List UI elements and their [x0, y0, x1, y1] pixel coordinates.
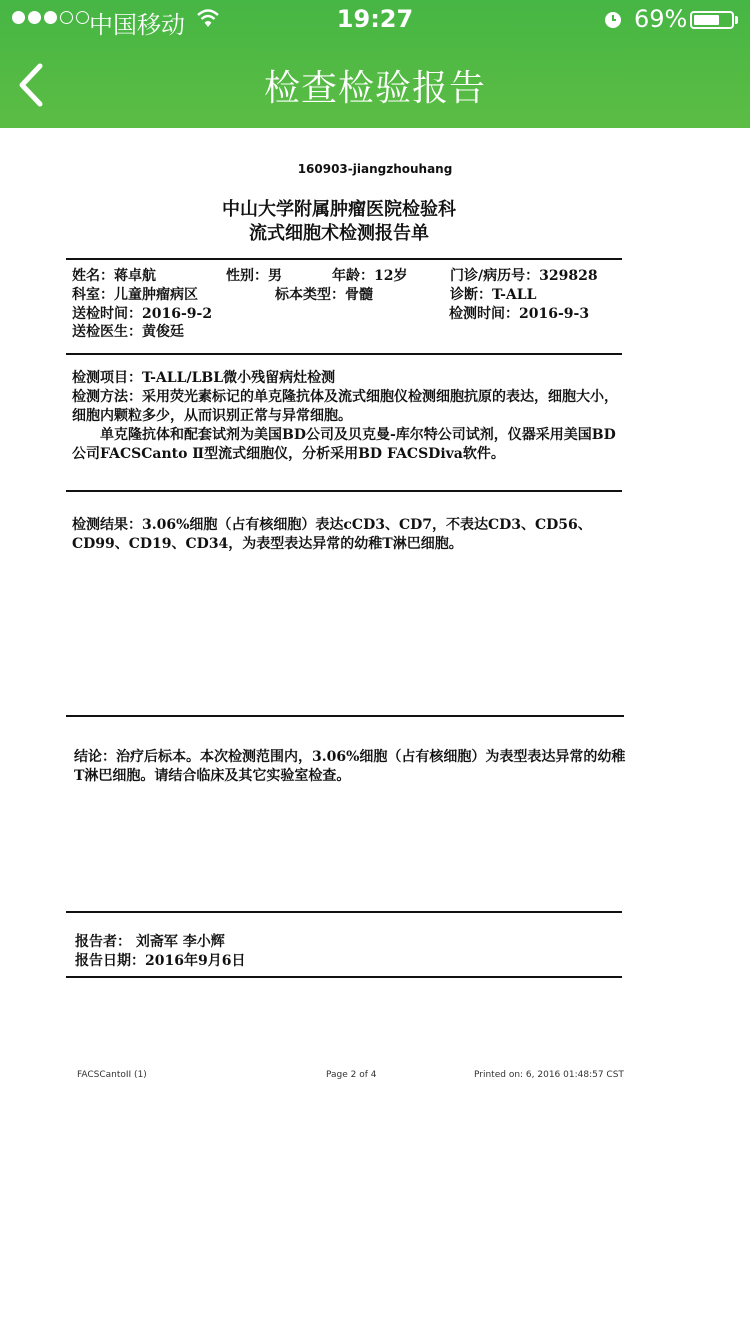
report-header	[0, 198, 678, 246]
patient-age: 年龄：12岁	[332, 268, 408, 284]
footer-printed: Printed on: 6, 2016 01:48:57 CST	[474, 1070, 624, 1080]
divider	[66, 353, 622, 355]
divider	[66, 976, 622, 978]
footer-left: FACSCantoII (1)	[77, 1070, 147, 1080]
patient-gender: 性别：男	[226, 268, 282, 284]
patient-name: 姓名：蒋卓航	[72, 268, 156, 284]
test-item: 检测项目：T-ALL/LBL微小残留病灶检测	[72, 370, 336, 386]
clock: 19:27	[336, 5, 414, 33]
test-result: 检测结果：3.06%细胞（占有核细胞）表达cCD3、CD7，不表达CD3、CD56、CD99、CD19、CD34，为表型表达异常的幼稚T淋巴细胞。	[72, 517, 592, 552]
status-bar	[0, 0, 750, 40]
reporter: 报告者： 刘斋军 李小辉	[75, 934, 225, 950]
sample-type: 标本类型：骨髓	[275, 287, 373, 303]
institution-name: 中山大学附属肿瘤医院检验科	[222, 199, 456, 220]
battery-nub	[735, 16, 738, 24]
test-time: 检测时间：2016-9-3	[449, 306, 590, 322]
report-document	[0, 128, 750, 1334]
document-id: 160903-jiangzhouhang	[297, 162, 453, 176]
sending-doctor: 送检医生：黄俊廷	[72, 324, 184, 340]
battery-percent: 69%	[634, 5, 688, 33]
divider	[66, 490, 622, 492]
footer-page: Page 2 of 4	[326, 1070, 377, 1080]
battery-icon	[690, 11, 734, 29]
carrier-name: 中国移动	[89, 11, 185, 39]
conclusion: 结论：治疗后标本。本次检测范围内，3.06%细胞（占有核细胞）为表型表达异常的幼稚T淋巴细胞。请结合临床及其它实验室检查。	[74, 749, 626, 784]
divider	[66, 258, 622, 260]
page-title: 检查检验报告	[263, 68, 486, 109]
department: 科室：儿童肿瘤病区	[72, 287, 198, 303]
divider	[66, 911, 622, 913]
diagnosis: 诊断：T-ALL	[450, 287, 537, 303]
divider	[66, 715, 624, 717]
test-method: 检测方法：采用荧光素标记的单克隆抗体及流式细胞仪检测细胞抗原的表达，细胞大小，细胞内颗粒多少，从而识别正常与异常细胞。	[72, 389, 618, 424]
report-title: 流式细胞术检测报告单	[249, 223, 429, 244]
send-time: 送检时间：2016-9-2	[72, 306, 213, 322]
app-header	[0, 0, 750, 128]
report-date: 报告日期：2016年9月6日	[75, 953, 246, 969]
alarm-clock-icon	[602, 8, 624, 30]
record-number: 门诊/病历号：329828	[450, 268, 598, 284]
reagent-info: 单克隆抗体和配套试剂为美国BD公司及贝克曼-库尔特公司试剂，仪器采用美国BD公司FACSCanto Ⅱ型流式细胞仪，分析采用BD FACSDiva软件。	[72, 427, 616, 462]
